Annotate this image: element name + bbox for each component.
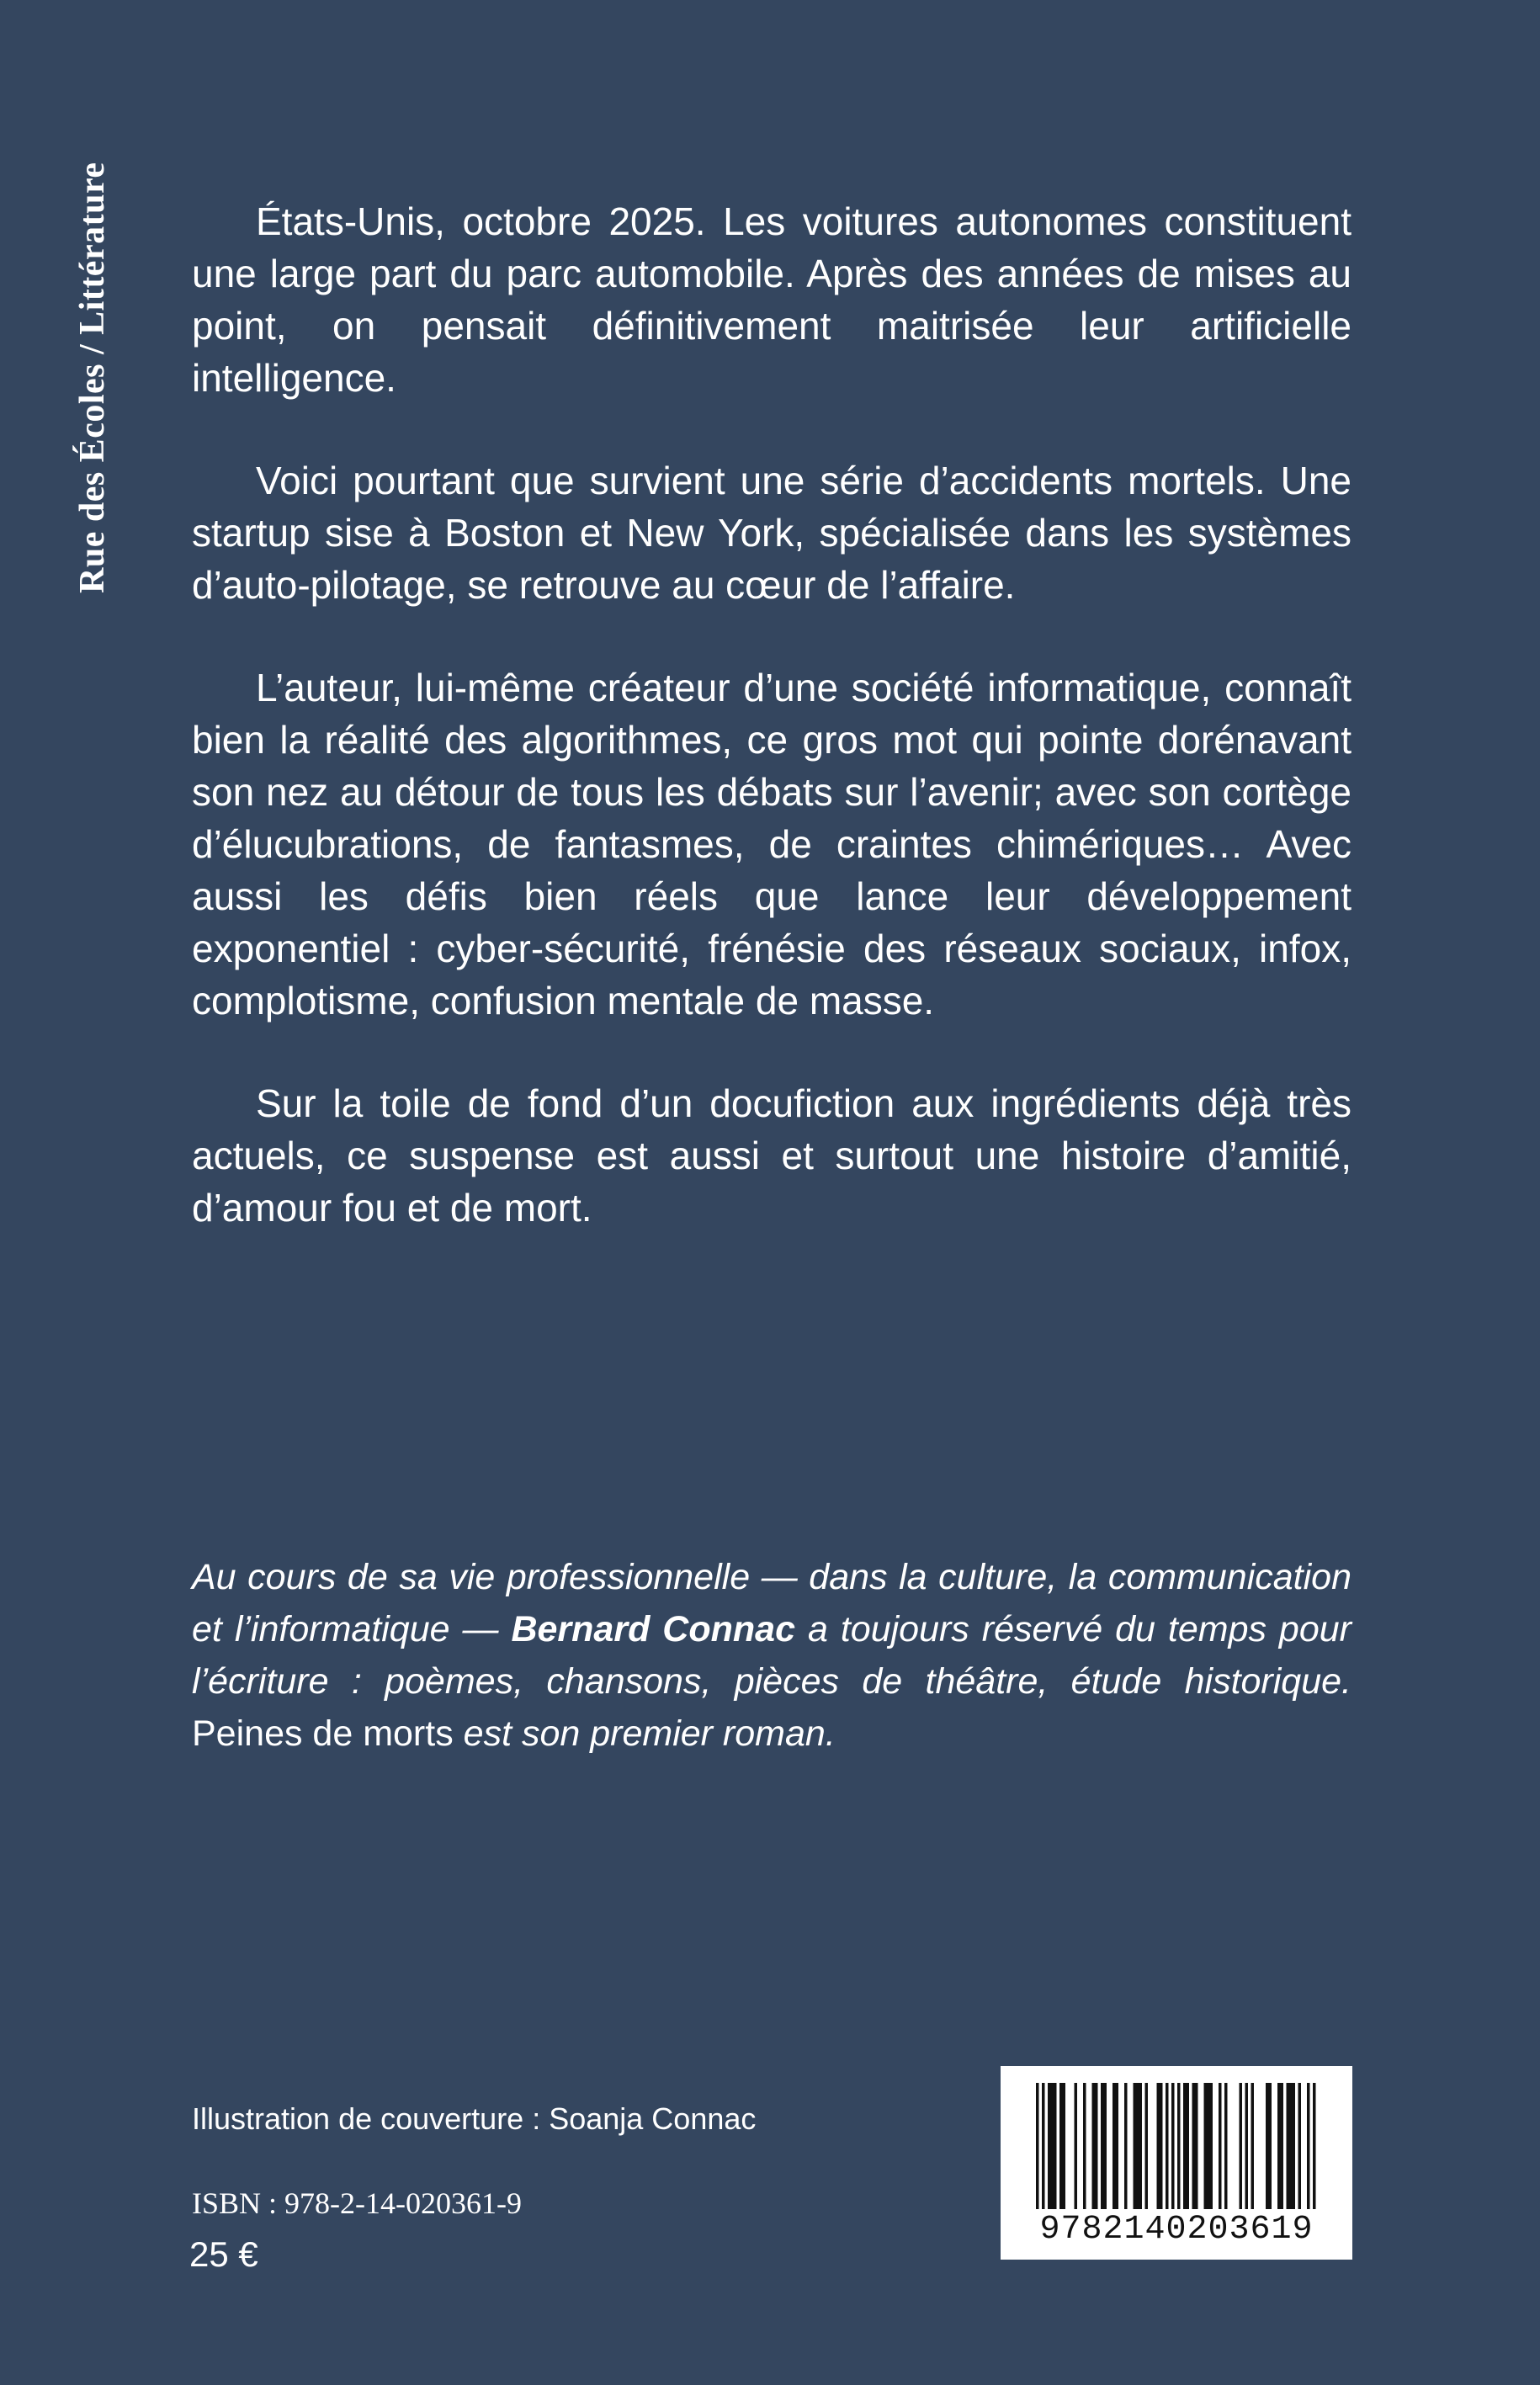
- isbn: ISBN : 978-2-14-020361-9: [192, 2186, 522, 2220]
- barcode-bar: [1124, 2083, 1128, 2209]
- spine-text: Rue des Écoles / Littérature: [73, 162, 112, 593]
- summary-paragraph-3: L’auteur, lui-même créateur d’une société informatique, connaît bien la réalité des algorithmes, ce gros mot qui pointe dorénavant son nez au détour de tous les débats sur l’avenir; avec son cortège d’élucubrations, de fantasmes, de craintes chimériques… Avec aussi les défis bien réels que lance leur développement exponentiel : cyber-sécurité, frénésie des réseaux sociaux, infox, complotisme, confusion mentale de masse.: [192, 666, 1351, 1023]
- barcode-bar: [1187, 2083, 1190, 2209]
- book-title: Peines de morts: [192, 1713, 454, 1754]
- barcode-bar: [1145, 2083, 1149, 2209]
- barcode-bar: [1240, 2083, 1243, 2209]
- barcode-bar: [1048, 2083, 1051, 2209]
- barcode-bar: [1166, 2083, 1169, 2209]
- barcode-bar: [1083, 2083, 1086, 2209]
- illustration-credit: Illustration de couverture : Soanja Connac: [192, 2101, 757, 2136]
- barcode-bar: [1104, 2083, 1107, 2209]
- summary-paragraph-1: États-Unis, octobre 2025. Les voitures autonomes constituent une large part du parc automobile. Après des années de mises au point, on pensait définitivement maitrisée leur artificielle intelligence.: [192, 199, 1351, 400]
- barcode-bar: [1289, 2083, 1293, 2209]
- barcode-bar: [1313, 2083, 1316, 2209]
- barcode-bar: [1160, 2083, 1163, 2209]
- barcode-bar: [1134, 2083, 1137, 2209]
- barcode-bar: [1207, 2083, 1210, 2209]
- bio-text-1: Au cours de sa vie professionnelle — dans la culture, la communication et l’informatique —: [192, 1557, 1351, 1649]
- spine-label: [40, 95, 112, 593]
- barcode-bar: [1269, 2083, 1272, 2209]
- barcode-bar: [1136, 2083, 1139, 2209]
- summary-paragraph-2: Voici pourtant que survient une série d’accidents mortels. Une startup sise à Boston et New York, spécialisée dans les systèmes d’auto-pilotage, se retrouve au cœur de l’affaire.: [192, 459, 1351, 607]
- barcode-bar: [1251, 2083, 1255, 2209]
- author-bio-paragraph: [192, 1551, 1351, 1760]
- back-cover-summary: [192, 195, 1351, 1284]
- author-bio: [192, 1551, 1351, 1760]
- barcode-bar: [1183, 2083, 1187, 2209]
- price: 25 €: [189, 2234, 258, 2274]
- barcode-bar: [1224, 2083, 1228, 2209]
- barcode-bar: [1177, 2083, 1181, 2209]
- barcode-bar: [1139, 2083, 1143, 2209]
- barcode-bar: [1219, 2083, 1222, 2209]
- barcode-bar: [1171, 2083, 1175, 2209]
- barcode-bar: [1204, 2083, 1208, 2209]
- barcode-bar: [1101, 2083, 1104, 2209]
- barcode-bar: [1281, 2083, 1284, 2209]
- barcode-bar: [1042, 2083, 1045, 2209]
- barcode-bar: [1059, 2083, 1063, 2209]
- barcode-bar: [1195, 2083, 1198, 2209]
- barcode-bar: [1210, 2083, 1213, 2209]
- barcode-bar: [1036, 2083, 1039, 2209]
- barcode-bar: [1293, 2083, 1296, 2209]
- barcode-bar: [1298, 2083, 1302, 2209]
- barcode-bar: [1277, 2083, 1281, 2209]
- barcode-bar: [1113, 2083, 1116, 2209]
- bio-text-3: est son premier roman.: [453, 1713, 836, 1754]
- barcode-bar: [1095, 2083, 1098, 2209]
- barcode-bar: [1063, 2083, 1066, 2209]
- barcode-bar: [1307, 2083, 1310, 2209]
- barcode-bar: [1075, 2083, 1078, 2209]
- summary-paragraph-4: Sur la toile de fond d’un docufiction aux ingrédients déjà très actuels, ce suspense est aussi et surtout une histoire d’amitié, d’amour fou et de mort.: [192, 1081, 1351, 1230]
- barcode-bar: [1287, 2083, 1290, 2209]
- barcode-bar: [1051, 2083, 1054, 2209]
- bio-text-2: a toujours réservé du temps pour l’écriture : poèmes, chansons, pièces de théâtre, étude historique.: [192, 1609, 1351, 1702]
- barcode-bar: [1266, 2083, 1269, 2209]
- barcode-bar: [1192, 2083, 1196, 2209]
- barcode-bar: [1245, 2083, 1249, 2209]
- barcode-bar: [1157, 2083, 1160, 2209]
- barcode-bar: [1092, 2083, 1096, 2209]
- barcode-bar: [1054, 2083, 1057, 2209]
- barcode-number: 9782140203619: [1039, 2211, 1314, 2249]
- author-name: Bernard Connac: [511, 1609, 795, 1649]
- barcode: [1001, 2066, 1352, 2260]
- barcode-bar: [1116, 2083, 1119, 2209]
